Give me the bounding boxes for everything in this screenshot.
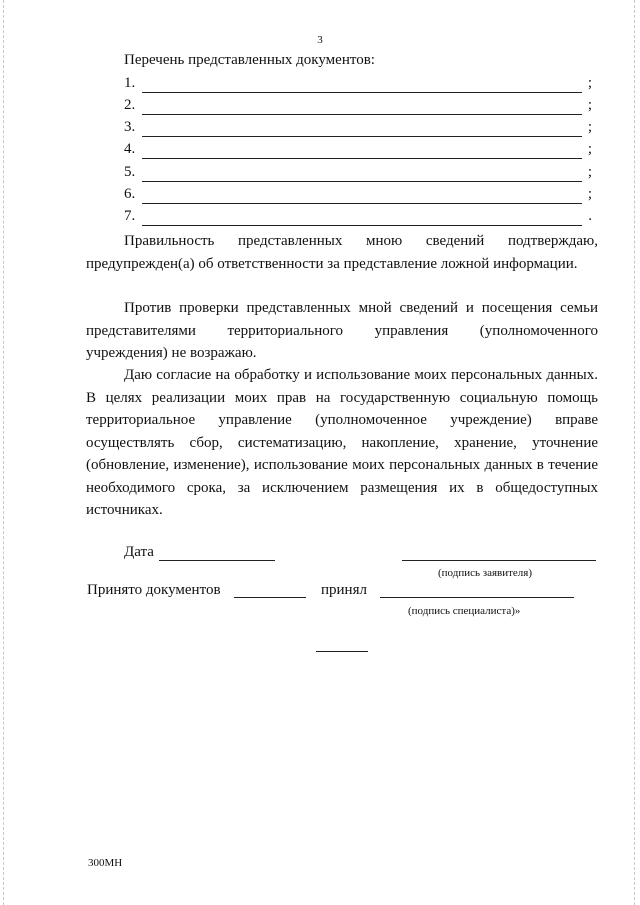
item-fill-line [142,158,582,159]
received-by-label: принял [321,582,367,598]
item-fill-line [142,92,582,93]
item-fill-line [142,114,582,115]
item-number: 2. [124,97,136,113]
date-label: Дата [124,544,154,560]
item-number: 1. [124,75,136,91]
page-number: 3 [317,34,323,46]
document-item-2 [124,97,594,117]
item-number: 3. [124,119,136,135]
item-punctuation: ; [587,119,592,135]
date-fill-line [159,560,275,561]
documents-count-line [234,597,306,598]
inspection-consent-paragraph: Против проверки представленных мной сведений и посещения семьи представителями территориального управления (уполномоченного учреждения) не возражаю. [86,300,598,361]
footer-code: 300МН [88,857,123,869]
documents-list-heading: Перечень представленных документов: [124,52,375,68]
accepted-documents-label: Принято документов [87,582,221,598]
document-item-7 [124,208,594,228]
applicant-signature-caption: (подпись заявителя) [438,567,533,579]
item-punctuation: ; [587,186,592,202]
end-separator-line [316,651,368,652]
item-punctuation: ; [587,141,592,157]
specialist-signature-caption: (подпись специалиста)» [408,605,521,617]
item-fill-line [142,203,582,204]
item-number: 4. [124,141,136,157]
item-number: 6. [124,186,136,202]
applicant-signature-line [402,560,596,561]
document-item-1 [124,75,594,95]
personal-data-consent-paragraph: Даю согласие на обработку и использование моих персональных данных. В целях реализации моих прав на государственную социальную помощь территориальное управление (уполномоченное учреждение) вправе осуществлять сбор, систематизацию, накопление, хранение, уточнение (обновление, изменение), использование моих персональных данных в течение необходимого срока, за исключением размещения их в общедоступных источниках. [86,367,598,518]
confirmation-paragraph: Правильность представленных мною сведений подтверждаю, предупрежден(а) об ответственности за представление ложной информации. [86,233,598,272]
document-item-5 [124,164,594,184]
item-punctuation: . [588,208,592,224]
item-punctuation: ; [587,75,592,91]
document-item-6 [124,186,594,206]
right-scan-edge [634,0,635,905]
item-number: 7. [124,208,136,224]
item-fill-line [142,136,582,137]
specialist-signature-line [380,597,574,598]
document-item-4 [124,141,594,161]
item-fill-line [142,181,582,182]
item-fill-line [142,225,582,226]
item-punctuation: ; [587,164,592,180]
left-scan-edge [3,0,4,905]
document-item-3 [124,119,594,139]
item-punctuation: ; [587,97,592,113]
item-number: 5. [124,164,136,180]
